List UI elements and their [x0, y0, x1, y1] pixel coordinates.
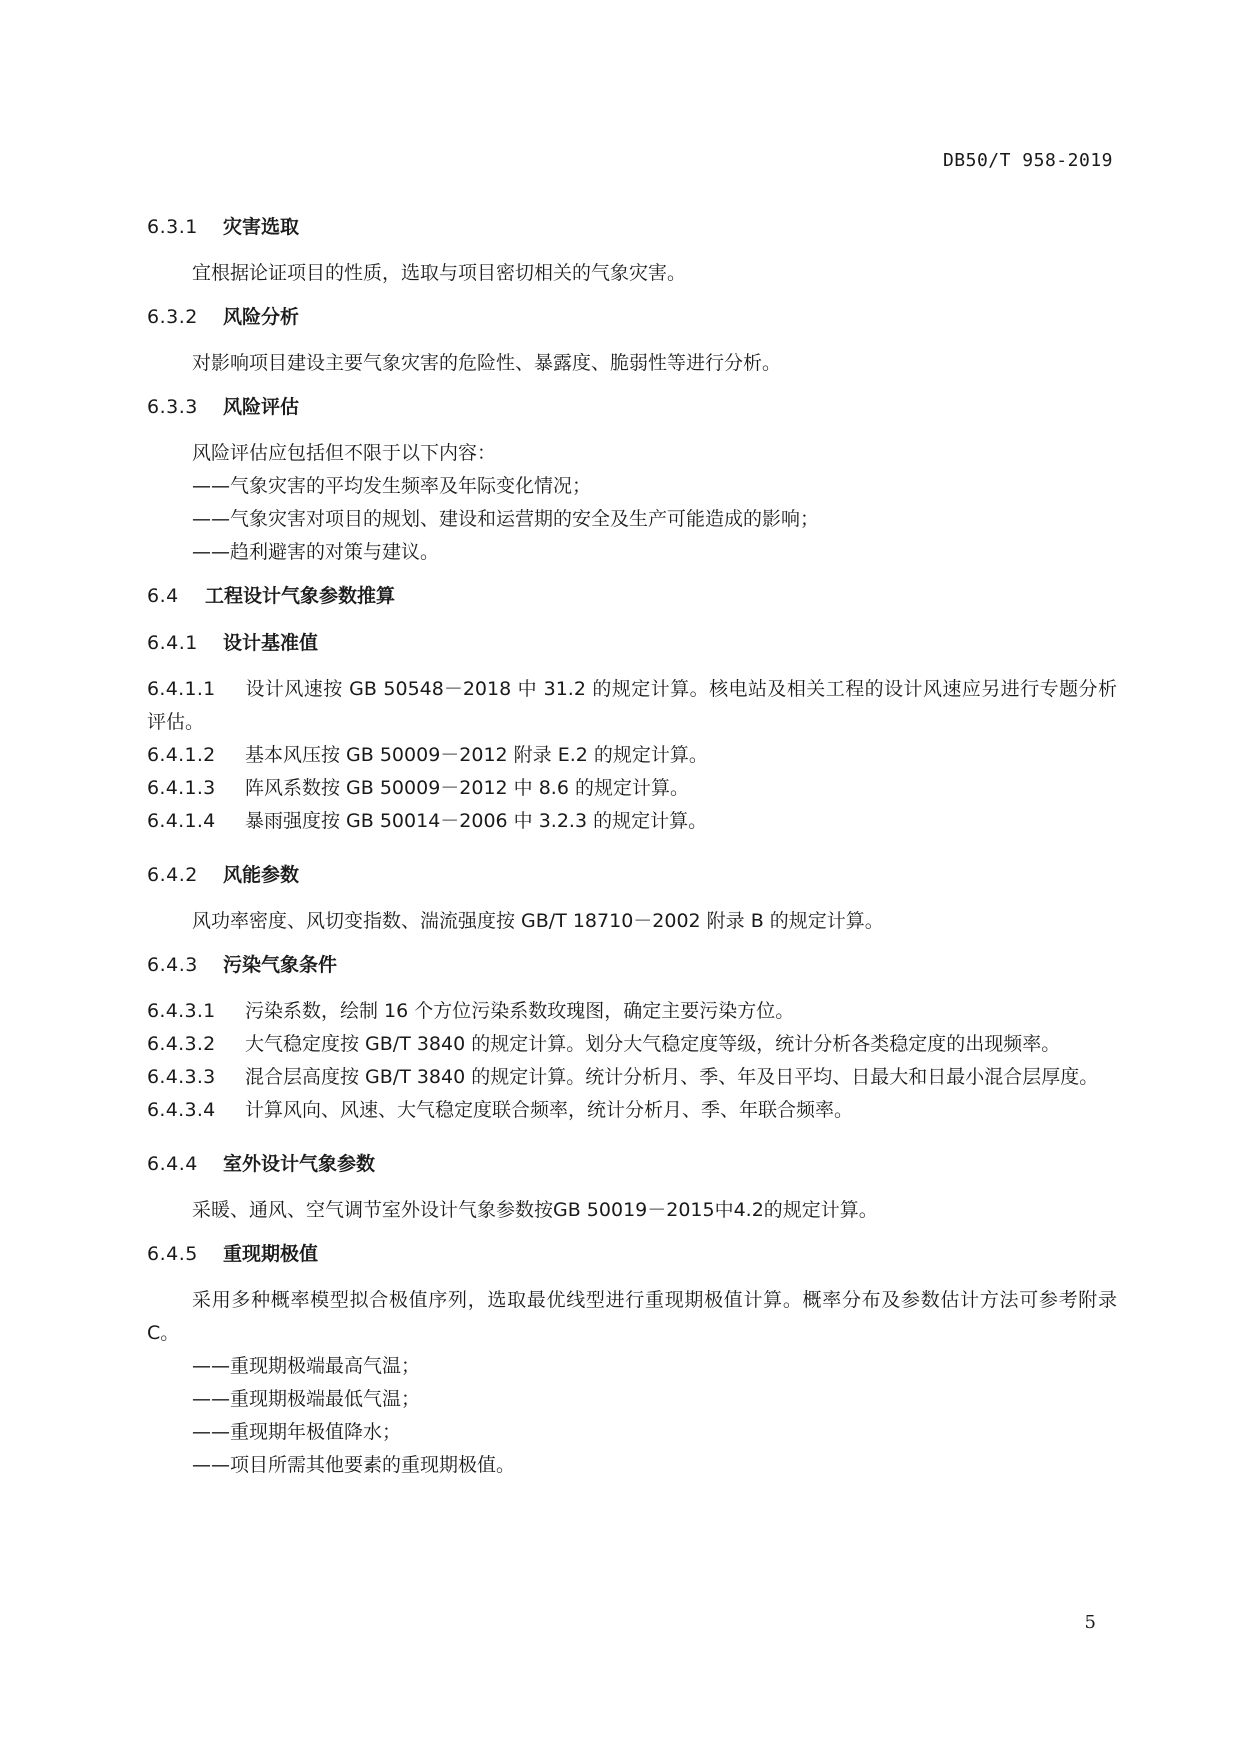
clause: [147, 1061, 1117, 1094]
clause: [147, 995, 1117, 1028]
heading-title: 设计基准值: [223, 632, 319, 654]
clause: [147, 1094, 1117, 1127]
heading-number: 6.4: [147, 585, 179, 607]
clause-number: 6.4.1.2: [147, 744, 216, 766]
heading-6-3-1: [147, 210, 1117, 244]
list-item: ——重现期极端最高气温；: [192, 1355, 421, 1377]
clause: [147, 673, 1117, 739]
heading-title: 重现期极值: [223, 1243, 319, 1265]
heading-title: 风险分析: [223, 306, 300, 328]
heading-6-3-3: [147, 390, 1117, 424]
clause: [147, 772, 1117, 805]
heading-title: 污染气象条件: [223, 954, 338, 976]
clause-number: 6.4.3.3: [147, 1066, 216, 1088]
heading-title: 风能参数: [223, 864, 300, 886]
heading-number: 6.4.5: [147, 1243, 198, 1265]
heading-number: 6.3.3: [147, 396, 198, 418]
clause-number: 6.4.3.4: [147, 1099, 216, 1121]
paragraph: 采用多种概率模型拟合极值序列，选取最优线型进行重现期极值计算。概率分布及参数估计方法可参考附录C。: [147, 1289, 1117, 1344]
heading-6-4-3: [147, 948, 1117, 982]
list-item: ——趋利避害的对策与建议。: [192, 541, 440, 563]
heading-6-3-2: [147, 300, 1117, 334]
heading-number: 6.3.2: [147, 306, 198, 328]
clause-text: 大气稳定度按 GB/T 3840 的规定计算。划分大气稳定度等级，统计分析各类稳定度的出现频率。: [245, 1033, 1061, 1055]
heading-6-4-5: [147, 1237, 1117, 1271]
clause-text: 基本风压按 GB 50009－2012 附录 E.2 的规定计算。: [245, 744, 708, 766]
heading-number: 6.4.4: [147, 1153, 198, 1175]
clause-number: 6.4.3.1: [147, 1000, 216, 1022]
heading-title: 灾害选取: [223, 216, 300, 238]
list-item: ——项目所需其他要素的重现期极值。: [192, 1454, 516, 1476]
paragraph: 对影响项目建设主要气象灾害的危险性、暴露度、脆弱性等进行分析。: [192, 352, 782, 374]
clause-text: 阵风系数按 GB 50009－2012 中 8.6 的规定计算。: [245, 777, 689, 799]
heading-title: 风险评估: [223, 396, 300, 418]
clause-number: 6.4.1.1: [147, 678, 216, 700]
document-body: [147, 200, 1117, 1482]
heading-6-4-2: [147, 858, 1117, 892]
clause-number: 6.4.1.4: [147, 810, 216, 832]
clause-number: 6.4.1.3: [147, 777, 216, 799]
heading-number: 6.4.1: [147, 632, 198, 654]
clause: [147, 739, 1117, 772]
clause-text: 混合层高度按 GB/T 3840 的规定计算。统计分析月、季、年及日平均、日最大和日最小混合层厚度。: [245, 1066, 1099, 1088]
heading-6-4-1: [147, 626, 1117, 660]
page-number: 5: [1084, 1612, 1096, 1633]
document-code: DB50/T 958-2019: [942, 150, 1113, 171]
spacer: [147, 838, 1117, 848]
heading-number: 6.4.2: [147, 864, 198, 886]
paragraph: 风功率密度、风切变指数、湍流强度按 GB/T 18710－2002 附录 B 的规定计算。: [192, 910, 884, 932]
list-item: ——重现期极端最低气温；: [192, 1388, 421, 1410]
heading-6-4-4: [147, 1147, 1117, 1181]
clause-text: 暴雨强度按 GB 50014－2006 中 3.2.3 的规定计算。: [245, 810, 708, 832]
clause: [147, 1028, 1117, 1061]
heading-number: 6.3.1: [147, 216, 198, 238]
heading-number: 6.4.3: [147, 954, 198, 976]
heading-6-4: [147, 579, 1117, 613]
clause: [147, 805, 1117, 838]
list-item: ——气象灾害的平均发生频率及年际变化情况；: [192, 475, 592, 497]
paragraph: 宜根据论证项目的性质，选取与项目密切相关的气象灾害。: [192, 262, 687, 284]
spacer: [147, 1127, 1117, 1137]
heading-title: 室外设计气象参数: [223, 1153, 376, 1175]
clause-number: 6.4.3.2: [147, 1033, 216, 1055]
paragraph: 风险评估应包括但不限于以下内容：: [192, 442, 497, 464]
heading-title: 工程设计气象参数推算: [205, 585, 396, 607]
paragraph: 采暖、通风、空气调节室外设计气象参数按GB 50019－2015中4.2的规定计算。: [192, 1199, 878, 1221]
list-item: ——气象灾害对项目的规划、建设和运营期的安全及生产可能造成的影响；: [192, 508, 820, 530]
list-item: ——重现期年极值降水；: [192, 1421, 402, 1443]
clause-text: 设计风速按 GB 50548－2018 中 31.2 的规定计算。核电站及相关工程的设计风速应另进行专题分析评估。: [147, 678, 1117, 733]
clause-text: 计算风向、风速、大气稳定度联合频率，统计分析月、季、年联合频率。: [245, 1099, 854, 1121]
clause-text: 污染系数，绘制 16 个方位污染系数玫瑰图，确定主要污染方位。: [245, 1000, 795, 1022]
